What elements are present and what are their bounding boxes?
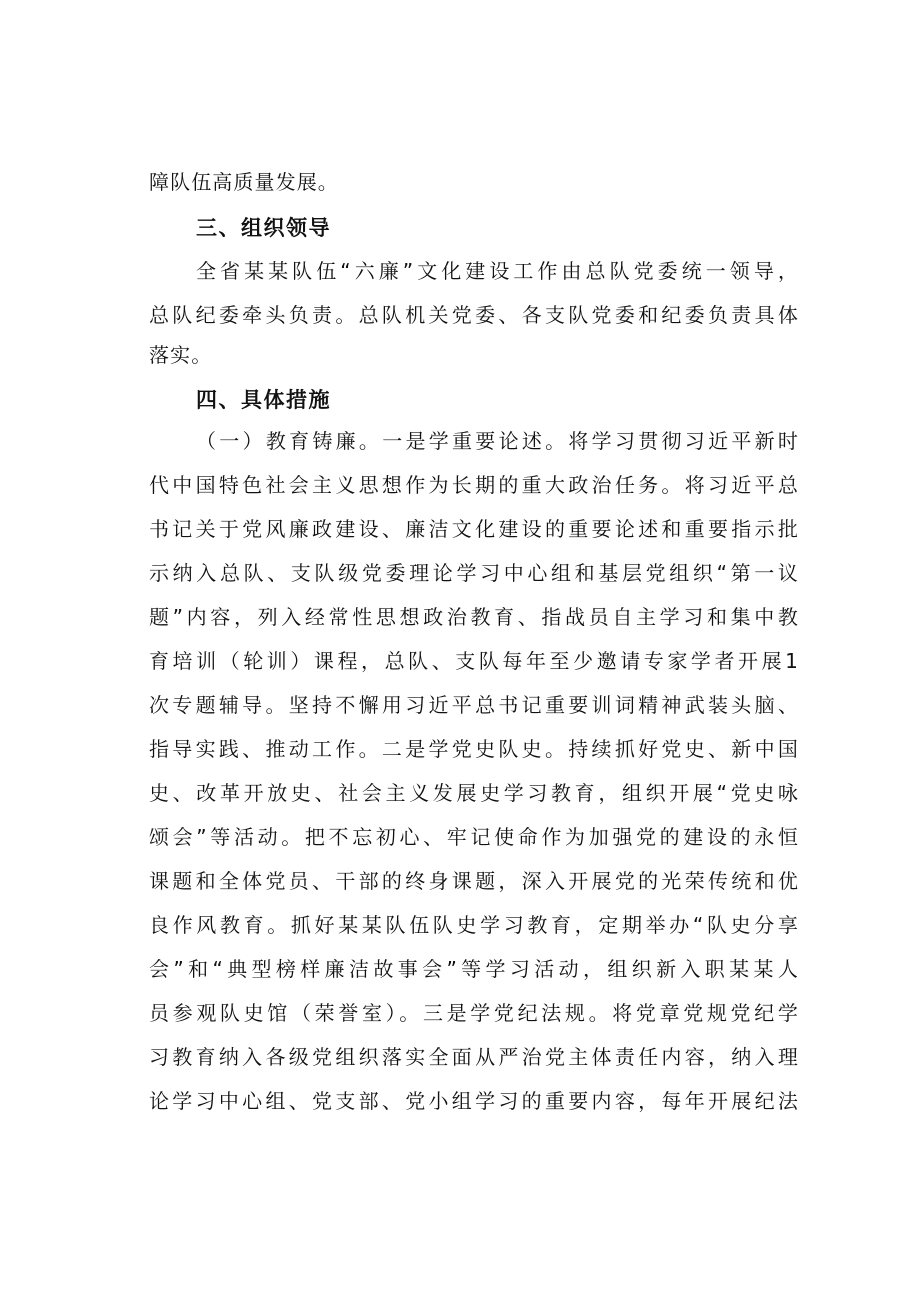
paragraph-line: 论学习中心组、党支部、党小组学习的重要内容，每年开展纪法 [149, 1089, 799, 1113]
paragraph-line: 育培训（轮训）课程，总队、支队每年至少邀请专家学者开展1 [149, 649, 799, 673]
paragraph-line: 员参观队史馆（荣誉室）。三是学党纪法规。将党章党规党纪学 [149, 1001, 799, 1025]
paragraph-line: 颂会”等活动。把不忘初心、牢记使命作为加强党的建设的永恒 [149, 825, 799, 849]
section-heading-organization: 三、组织领导 [196, 216, 331, 240]
paragraph-line: 良作风教育。抓好某某队伍队史学习教育，定期举办“队史分享 [149, 913, 799, 937]
paragraph-line: 题”内容，列入经常性思想政治教育、指战员自主学习和集中教 [149, 605, 799, 629]
paragraph-line: 障队伍高质量发展。 [149, 170, 339, 194]
paragraph-line: 书记关于党风廉政建设、廉洁文化建设的重要论述和重要指示批 [149, 517, 799, 541]
paragraph-line: 习教育纳入各级党组织落实全面从严治党主体责任内容，纳入理 [149, 1045, 799, 1069]
paragraph-line: 史、改革开放史、社会主义发展史学习教育，组织开展“党史咏 [149, 781, 799, 805]
paragraph-line: 会”和“典型榜样廉洁故事会”等学习活动，组织新入职某某人 [149, 957, 799, 981]
paragraph-line: 代中国特色社会主义思想作为长期的重大政治任务。将习近平总 [149, 473, 799, 497]
paragraph-line: 指导实践、推动工作。二是学党史队史。持续抓好党史、新中国 [149, 737, 799, 761]
paragraph-line: 课题和全体党员、干部的终身课题，深入开展党的光荣传统和优 [149, 869, 799, 893]
paragraph-line: （一）教育铸廉。一是学重要论述。将学习贯彻习近平新时 [196, 429, 799, 453]
paragraph-line: 全省某某队伍“六廉”文化建设工作由总队党委统一领导， [196, 259, 799, 283]
paragraph-line: 次专题辅导。坚持不懈用习近平总书记重要训词精神武装头脑、 [149, 693, 799, 717]
paragraph-line: 总队纪委牵头负责。总队机关党委、各支队党委和纪委负责具体 [149, 303, 799, 327]
section-heading-measures: 四、具体措施 [196, 388, 331, 412]
paragraph-line: 示纳入总队、支队级党委理论学习中心组和基层党组织“第一议 [149, 561, 799, 585]
paragraph-line: 落实。 [149, 343, 213, 367]
